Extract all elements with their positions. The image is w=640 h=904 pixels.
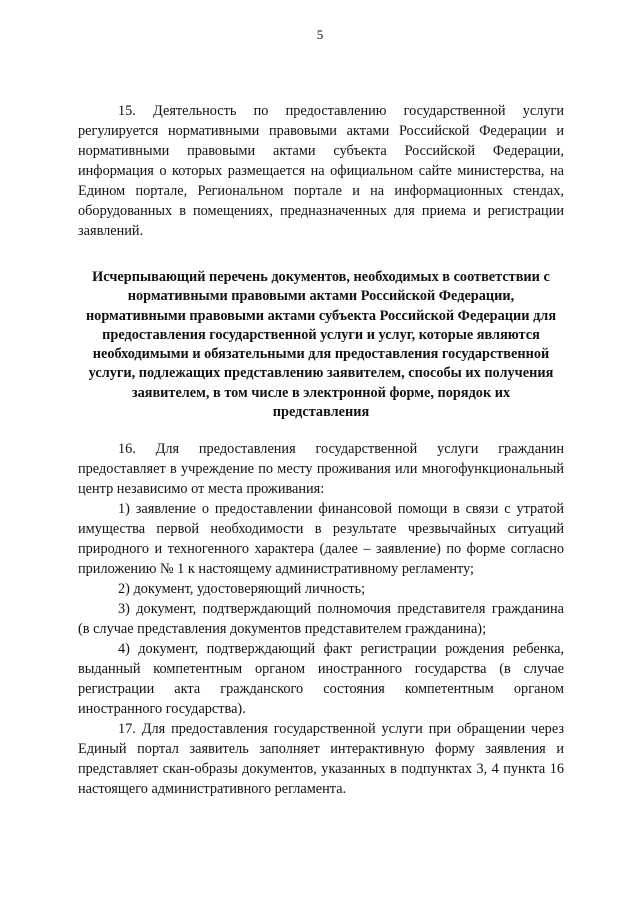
- paragraph-17: 17. Для предоставления государственной услуги при обращении через Единый портал заявитель заполняет интерактивную форму заявления и представляет скан-образы документов, указанных в подпунктах 3, 4 пункта 16 настоящего административного регламента.: [78, 721, 564, 798]
- list-item-2: 2) документ, удостоверяющий личность;: [118, 581, 366, 598]
- list-item-4: 4) документ, подтверждающий факт регистрации рождения ребенка, выданный компетентным органом иностранного государства (в случае регистрации акта гражданского состояния компетентным органом иностранного государства).: [78, 641, 564, 718]
- paragraph-15: 15. Деятельность по предоставлению государственной услуги регулируется нормативными правовыми актами Российской Федерации и нормативными правовыми актами субъекта Российской Федерации, информация о которых размещается на официальном сайте министерства, на Едином портале, Региональном портале и на информационных стендах, оборудованных в помещениях, предназначенных для приема и регистрации заявлений.: [78, 103, 564, 239]
- paragraph-16: 16. Для предоставления государственной услуги гражданин предоставляет в учреждение по месту проживания или многофункциональный центр независимо от места проживания:: [78, 441, 564, 498]
- list-item-1: 1) заявление о предоставлении финансовой помощи в связи с утратой имущества первой необходимости в результате чрезвычайных ситуаций природного и техногенного характера (далее – заявление) по форме согласно приложению № 1 к настоящему административному регламенту;: [78, 501, 564, 578]
- document-body: [78, 101, 564, 799]
- page-number: 5: [316, 27, 324, 42]
- section-heading: Исчерпывающий перечень документов, необходимых в соответствии с нормативными правовыми актами Российской Федерации, нормативными правовыми актами субъекта Российской Федерации для предоставления государственной услуги и услуг, которые являются необходимыми и обязательными для предоставления государственной услуги, подлежащих представлению заявителем, способы их получения заявителем, в том числе в электронной форме, порядок их представления: [85, 269, 557, 421]
- list-item-3: 3) документ, подтверждающий полномочия представителя гражданина (в случае представления документов представителем гражданина);: [78, 601, 564, 638]
